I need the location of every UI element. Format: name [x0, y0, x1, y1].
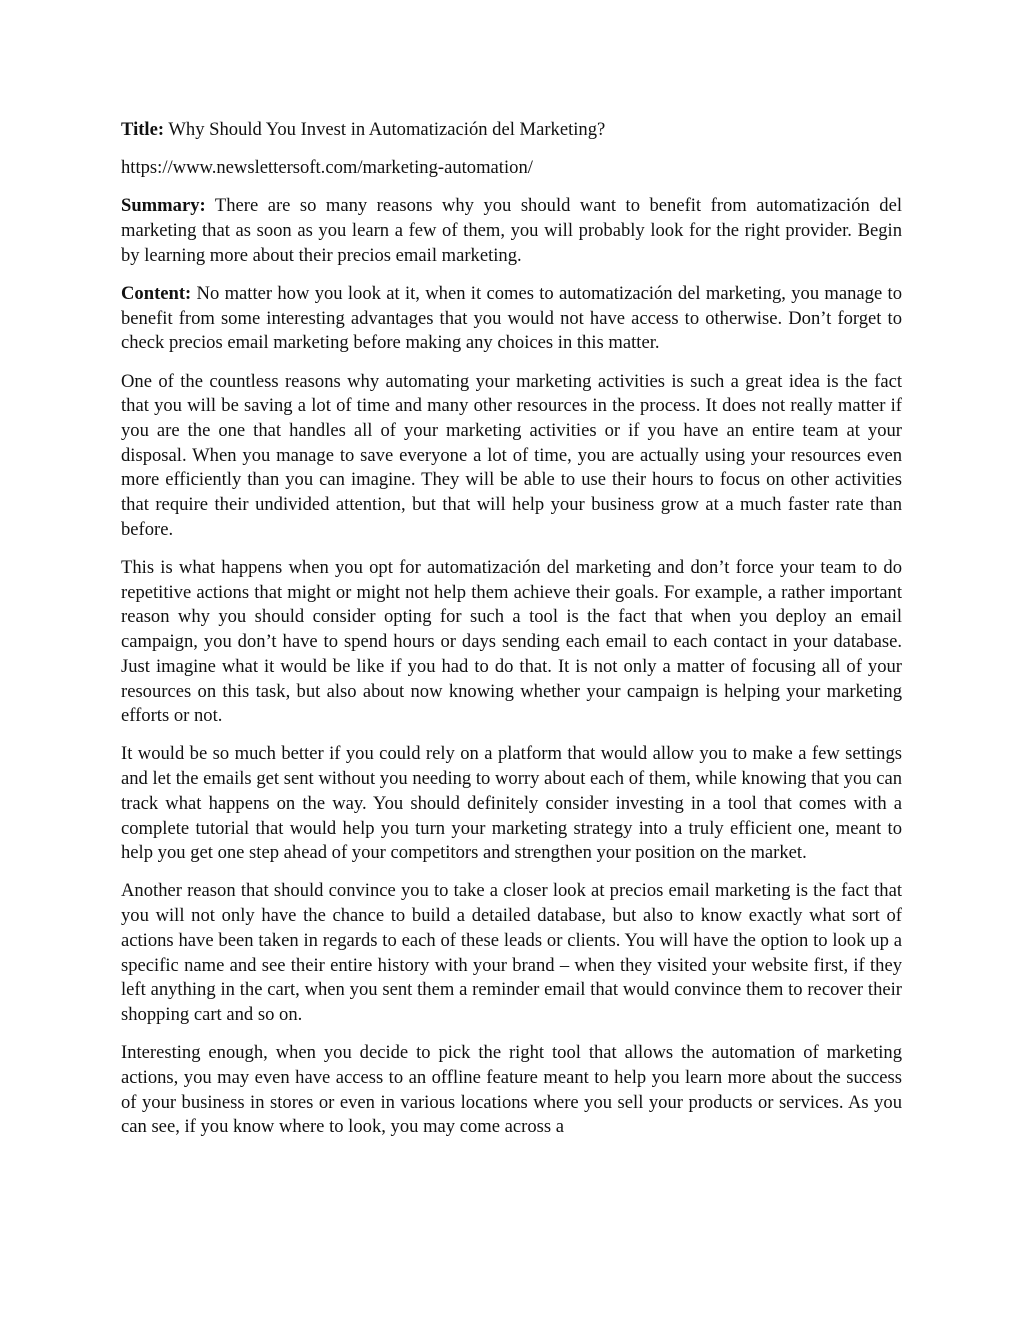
- source-url: https://www.newslettersoft.com/marketing-automation/: [121, 157, 533, 179]
- document-body: [121, 118, 902, 1154]
- title-line: [121, 118, 902, 143]
- title-text: Why Should You Invest in Automatización del Marketing?: [164, 119, 606, 140]
- body-paragraph: Another reason that should convince you to take a closer look at precios email marketing is the fact that you will not only have the chance to build a detailed database, but also to know exactly what sort of actions have been taken in regards to each of these leads or clients. You will have the option to look up a specific name and see their entire history with your brand – when they visited your website first, if they left anything in the cart, when you sent them a reminder email that would convince them to recover their shopping cart and so on.: [121, 880, 902, 1025]
- body-paragraph: This is what happens when you opt for automatización del marketing and don’t force your team to do repetitive actions that might or might not help them achieve their goals. For example, a rather important reason why you should consider opting for such a tool is the fact that when you deploy an email campaign, you don’t have to spend hours or days sending each email to each contact in your database. Just imagine what it would be like if you had to do that. It is not only a matter of focusing all of your resources on this task, but also about now knowing whether your campaign is helping your marketing efforts or not.: [121, 557, 902, 727]
- summary-text: There are so many reasons why you should want to benefit from automatización del marketing that as soon as you learn a few of them, you will probably look for the right provider. Begin by learning more about their precios email marketing.: [121, 195, 902, 266]
- title-label: Title:: [121, 119, 165, 140]
- summary-label: Summary:: [121, 195, 206, 217]
- body-paragraph: Interesting enough, when you decide to pick the right tool that allows the automation of marketing actions, you may even have access to an offline feature meant to help you learn more about the success of your business in stores or even in various locations where you sell your products or services. As you can see, if you know where to look, you may come across a: [121, 1042, 902, 1138]
- body-paragraph: One of the countless reasons why automating your marketing activities is such a great idea is the fact that you will be saving a lot of time and many other resources in the process. It does not really matter if you are the one that handles all of your marketing activities or if you have an entire team at your disposal. When you manage to save everyone a lot of time, you are actually using your resources even more efficiently than you can imagine. They will be able to use their hours to focus on other activities that require their undivided attention, but that will help your business grow at a much faster rate than before.: [121, 370, 902, 540]
- content-label: Content:: [121, 283, 192, 305]
- body-paragraph: It would be so much better if you could rely on a platform that would allow you to make a few settings and let the emails get sent without you needing to worry about each of them, while knowing that you can track what happens on the way. You should definitely consider investing in a tool that comes with a complete tutorial that would help you turn your marketing strategy into a truly efficient one, meant to help you get one step ahead of your competitors and strengthen your position on the market.: [121, 743, 902, 864]
- content-text: No matter how you look at it, when it comes to automatización del marketing, you manage to benefit from some interesting advantages that you would not have access to otherwise. Don’t forget to check precios email marketing before making any choices in this matter.: [121, 283, 902, 354]
- content-paragraph: [121, 282, 902, 356]
- summary-paragraph: [121, 194, 902, 268]
